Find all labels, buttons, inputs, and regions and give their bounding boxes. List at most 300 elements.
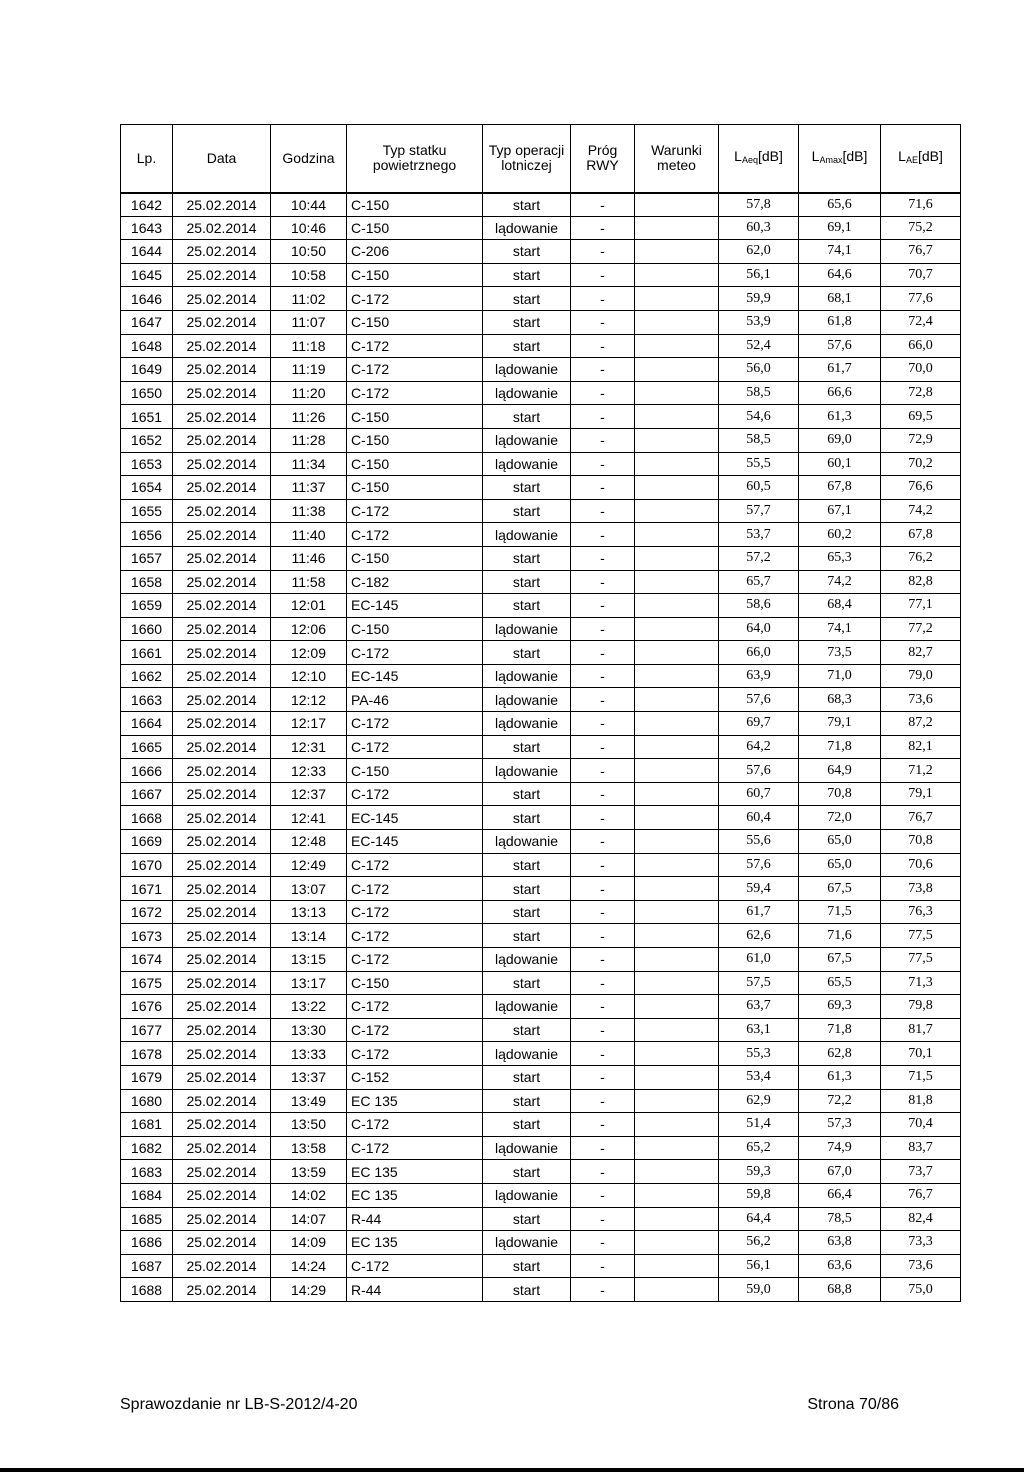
- cell-operation: start: [483, 1089, 571, 1113]
- cell-rwy: -: [571, 1089, 635, 1113]
- cell-operation: start: [483, 594, 571, 618]
- table-row: [121, 1183, 961, 1207]
- table-row: [121, 476, 961, 500]
- cell-meteo: [635, 240, 719, 264]
- cell-lae: 77,5: [881, 948, 961, 972]
- cell-operation: start: [483, 806, 571, 830]
- cell-meteo: [635, 1089, 719, 1113]
- cell-date: 25.02.2014: [173, 358, 271, 382]
- cell-date: 25.02.2014: [173, 1042, 271, 1066]
- cell-rwy: -: [571, 1231, 635, 1255]
- cell-meteo: [635, 806, 719, 830]
- cell-laeq: 60,7: [719, 782, 799, 806]
- cell-rwy: -: [571, 995, 635, 1019]
- cell-laeq: 56,0: [719, 358, 799, 382]
- cell-laeq: 69,7: [719, 712, 799, 736]
- cell-aircraft: EC 135: [347, 1160, 483, 1184]
- cell-operation: start: [483, 1018, 571, 1042]
- table-row: [121, 806, 961, 830]
- cell-operation: lądowanie: [483, 948, 571, 972]
- cell-time: 11:58: [271, 570, 347, 594]
- cell-lae: 76,7: [881, 1183, 961, 1207]
- cell-date: 25.02.2014: [173, 1089, 271, 1113]
- cell-meteo: [635, 1160, 719, 1184]
- cell-aircraft: C-150: [347, 546, 483, 570]
- cell-aircraft: C-172: [347, 1042, 483, 1066]
- cell-rwy: -: [571, 1065, 635, 1089]
- cell-rwy: -: [571, 641, 635, 665]
- cell-rwy: -: [571, 546, 635, 570]
- cell-lamax: 65,5: [799, 971, 881, 995]
- cell-lamax: 71,8: [799, 735, 881, 759]
- cell-lae: 76,7: [881, 240, 961, 264]
- cell-aircraft: EC-145: [347, 594, 483, 618]
- cell-date: 25.02.2014: [173, 971, 271, 995]
- cell-rwy: -: [571, 1160, 635, 1184]
- cell-laeq: 62,9: [719, 1089, 799, 1113]
- cell-lae: 77,6: [881, 287, 961, 311]
- cell-rwy: -: [571, 1278, 635, 1302]
- cell-lp: 1672: [121, 900, 173, 924]
- cell-laeq: 59,9: [719, 287, 799, 311]
- cell-date: 25.02.2014: [173, 1018, 271, 1042]
- cell-lamax: 65,0: [799, 830, 881, 854]
- cell-lp: 1682: [121, 1136, 173, 1160]
- cell-lae: 70,2: [881, 452, 961, 476]
- table-row: [121, 1065, 961, 1089]
- cell-time: 11:20: [271, 381, 347, 405]
- cell-date: 25.02.2014: [173, 900, 271, 924]
- cell-meteo: [635, 570, 719, 594]
- cell-meteo: [635, 193, 719, 217]
- table-row: [121, 1160, 961, 1184]
- cell-date: 25.02.2014: [173, 594, 271, 618]
- cell-time: 10:50: [271, 240, 347, 264]
- cell-meteo: [635, 523, 719, 547]
- cell-lamax: 66,6: [799, 381, 881, 405]
- cell-rwy: -: [571, 782, 635, 806]
- cell-lamax: 71,5: [799, 900, 881, 924]
- cell-date: 25.02.2014: [173, 948, 271, 972]
- cell-date: 25.02.2014: [173, 334, 271, 358]
- cell-lae: 71,2: [881, 759, 961, 783]
- cell-meteo: [635, 617, 719, 641]
- cell-lamax: 67,1: [799, 499, 881, 523]
- cell-meteo: [635, 310, 719, 334]
- cell-date: 25.02.2014: [173, 1183, 271, 1207]
- cell-aircraft: C-172: [347, 287, 483, 311]
- cell-aircraft: C-182: [347, 570, 483, 594]
- table-row: [121, 1254, 961, 1278]
- cell-operation: start: [483, 263, 571, 287]
- cell-date: 25.02.2014: [173, 476, 271, 500]
- cell-aircraft: C-172: [347, 381, 483, 405]
- cell-laeq: 53,4: [719, 1065, 799, 1089]
- cell-lamax: 67,8: [799, 476, 881, 500]
- cell-time: 11:26: [271, 405, 347, 429]
- cell-lamax: 74,9: [799, 1136, 881, 1160]
- cell-rwy: -: [571, 712, 635, 736]
- cell-lamax: 68,4: [799, 594, 881, 618]
- cell-lamax: 60,1: [799, 452, 881, 476]
- cell-laeq: 61,7: [719, 900, 799, 924]
- cell-rwy: -: [571, 1183, 635, 1207]
- cell-date: 25.02.2014: [173, 1254, 271, 1278]
- header-lae-sub: AE: [905, 154, 918, 165]
- cell-meteo: [635, 546, 719, 570]
- header-prog: Próg RWY: [571, 125, 635, 193]
- cell-lae: 66,0: [881, 334, 961, 358]
- cell-rwy: -: [571, 664, 635, 688]
- table-row: [121, 830, 961, 854]
- cell-meteo: [635, 358, 719, 382]
- cell-date: 25.02.2014: [173, 806, 271, 830]
- cell-lamax: 64,6: [799, 263, 881, 287]
- cell-lp: 1669: [121, 830, 173, 854]
- cell-lae: 71,3: [881, 971, 961, 995]
- cell-meteo: [635, 499, 719, 523]
- cell-lamax: 72,0: [799, 806, 881, 830]
- cell-time: 12:09: [271, 641, 347, 665]
- cell-time: 13:13: [271, 900, 347, 924]
- cell-aircraft: C-172: [347, 499, 483, 523]
- cell-meteo: [635, 735, 719, 759]
- cell-date: 25.02.2014: [173, 523, 271, 547]
- cell-aircraft: C-172: [347, 1136, 483, 1160]
- table-row: [121, 1113, 961, 1137]
- cell-time: 10:58: [271, 263, 347, 287]
- cell-aircraft: C-172: [347, 334, 483, 358]
- cell-laeq: 57,6: [719, 853, 799, 877]
- cell-rwy: -: [571, 759, 635, 783]
- cell-lae: 76,7: [881, 806, 961, 830]
- cell-rwy: -: [571, 263, 635, 287]
- cell-lamax: 65,3: [799, 546, 881, 570]
- header-laeq: [719, 125, 799, 193]
- cell-meteo: [635, 428, 719, 452]
- cell-lp: 1652: [121, 428, 173, 452]
- cell-time: 13:07: [271, 877, 347, 901]
- cell-lae: 79,0: [881, 664, 961, 688]
- cell-lp: 1665: [121, 735, 173, 759]
- page-number: Strona 70/86: [807, 1396, 899, 1413]
- cell-laeq: 58,6: [719, 594, 799, 618]
- cell-laeq: 57,2: [719, 546, 799, 570]
- cell-date: 25.02.2014: [173, 193, 271, 217]
- table-row: [121, 853, 961, 877]
- cell-rwy: -: [571, 216, 635, 240]
- table-row: [121, 216, 961, 240]
- cell-time: 11:02: [271, 287, 347, 311]
- cell-lae: 79,1: [881, 782, 961, 806]
- cell-rwy: -: [571, 1042, 635, 1066]
- cell-operation: start: [483, 1160, 571, 1184]
- cell-time: 11:28: [271, 428, 347, 452]
- cell-operation: lądowanie: [483, 358, 571, 382]
- header-warunki: Warunki meteo: [635, 125, 719, 193]
- cell-lamax: 61,3: [799, 405, 881, 429]
- cell-lae: 72,8: [881, 381, 961, 405]
- cell-time: 12:49: [271, 853, 347, 877]
- cell-lae: 73,7: [881, 1160, 961, 1184]
- cell-meteo: [635, 1278, 719, 1302]
- cell-date: 25.02.2014: [173, 452, 271, 476]
- cell-meteo: [635, 641, 719, 665]
- cell-operation: lądowanie: [483, 523, 571, 547]
- cell-aircraft: EC-145: [347, 830, 483, 854]
- cell-date: 25.02.2014: [173, 995, 271, 1019]
- cell-lae: 82,8: [881, 570, 961, 594]
- cell-date: 25.02.2014: [173, 263, 271, 287]
- table-row: [121, 428, 961, 452]
- cell-meteo: [635, 1018, 719, 1042]
- table-row: [121, 594, 961, 618]
- cell-time: 12:12: [271, 688, 347, 712]
- cell-date: 25.02.2014: [173, 287, 271, 311]
- cell-rwy: -: [571, 735, 635, 759]
- table-header-row: [121, 125, 961, 193]
- cell-meteo: [635, 1136, 719, 1160]
- cell-meteo: [635, 405, 719, 429]
- table-row: [121, 1018, 961, 1042]
- header-laeq-unit: [dB]: [757, 147, 783, 164]
- header-lae-base: L: [898, 147, 906, 164]
- cell-operation: start: [483, 1278, 571, 1302]
- cell-lae: 72,9: [881, 428, 961, 452]
- cell-time: 13:58: [271, 1136, 347, 1160]
- cell-lamax: 74,2: [799, 570, 881, 594]
- cell-time: 14:29: [271, 1278, 347, 1302]
- cell-lp: 1649: [121, 358, 173, 382]
- cell-operation: start: [483, 924, 571, 948]
- table-row: [121, 1089, 961, 1113]
- table-body: [121, 193, 961, 1302]
- table-row: [121, 995, 961, 1019]
- cell-time: 12:17: [271, 712, 347, 736]
- cell-lae: 71,6: [881, 193, 961, 217]
- cell-lae: 73,8: [881, 877, 961, 901]
- cell-laeq: 55,6: [719, 830, 799, 854]
- cell-lae: 70,8: [881, 830, 961, 854]
- cell-lamax: 63,8: [799, 1231, 881, 1255]
- cell-date: 25.02.2014: [173, 1065, 271, 1089]
- cell-lamax: 57,6: [799, 334, 881, 358]
- cell-lp: 1656: [121, 523, 173, 547]
- cell-time: 11:34: [271, 452, 347, 476]
- cell-rwy: -: [571, 1113, 635, 1137]
- cell-aircraft: C-172: [347, 782, 483, 806]
- cell-laeq: 53,9: [719, 310, 799, 334]
- cell-aircraft: C-172: [347, 877, 483, 901]
- table-row: [121, 877, 961, 901]
- cell-lae: 81,8: [881, 1089, 961, 1113]
- cell-aircraft: C-150: [347, 452, 483, 476]
- cell-lamax: 61,7: [799, 358, 881, 382]
- cell-time: 12:06: [271, 617, 347, 641]
- cell-meteo: [635, 688, 719, 712]
- cell-operation: lądowanie: [483, 428, 571, 452]
- cell-lamax: 61,3: [799, 1065, 881, 1089]
- cell-aircraft: PA-46: [347, 688, 483, 712]
- header-godzina: Godzina: [271, 125, 347, 193]
- cell-aircraft: C-172: [347, 948, 483, 972]
- cell-aircraft: R-44: [347, 1207, 483, 1231]
- cell-meteo: [635, 1042, 719, 1066]
- cell-time: 12:41: [271, 806, 347, 830]
- cell-date: 25.02.2014: [173, 664, 271, 688]
- table-row: [121, 1136, 961, 1160]
- cell-operation: lądowanie: [483, 1136, 571, 1160]
- cell-date: 25.02.2014: [173, 428, 271, 452]
- cell-lamax: 68,3: [799, 688, 881, 712]
- cell-lp: 1658: [121, 570, 173, 594]
- table-row: [121, 381, 961, 405]
- table-row: [121, 712, 961, 736]
- cell-laeq: 65,7: [719, 570, 799, 594]
- cell-operation: start: [483, 287, 571, 311]
- cell-lae: 82,4: [881, 1207, 961, 1231]
- cell-lamax: 69,0: [799, 428, 881, 452]
- cell-time: 13:59: [271, 1160, 347, 1184]
- cell-aircraft: EC 135: [347, 1231, 483, 1255]
- cell-aircraft: EC-145: [347, 806, 483, 830]
- cell-lamax: 74,1: [799, 617, 881, 641]
- cell-operation: lądowanie: [483, 830, 571, 854]
- cell-lp: 1650: [121, 381, 173, 405]
- cell-time: 13:15: [271, 948, 347, 972]
- cell-laeq: 53,7: [719, 523, 799, 547]
- cell-laeq: 63,7: [719, 995, 799, 1019]
- cell-date: 25.02.2014: [173, 1231, 271, 1255]
- cell-laeq: 66,0: [719, 641, 799, 665]
- cell-time: 11:07: [271, 310, 347, 334]
- table-row: [121, 617, 961, 641]
- cell-laeq: 56,1: [719, 1254, 799, 1278]
- cell-laeq: 59,4: [719, 877, 799, 901]
- table-row: [121, 499, 961, 523]
- cell-lp: 1680: [121, 1089, 173, 1113]
- cell-lae: 73,3: [881, 1231, 961, 1255]
- cell-meteo: [635, 1113, 719, 1137]
- cell-laeq: 57,6: [719, 688, 799, 712]
- cell-time: 14:07: [271, 1207, 347, 1231]
- cell-operation: start: [483, 546, 571, 570]
- cell-lp: 1673: [121, 924, 173, 948]
- cell-lae: 82,7: [881, 641, 961, 665]
- cell-meteo: [635, 830, 719, 854]
- cell-lp: 1646: [121, 287, 173, 311]
- cell-lp: 1671: [121, 877, 173, 901]
- cell-lamax: 71,6: [799, 924, 881, 948]
- cell-time: 14:02: [271, 1183, 347, 1207]
- cell-rwy: -: [571, 193, 635, 217]
- table-row: [121, 405, 961, 429]
- cell-time: 10:46: [271, 216, 347, 240]
- cell-lae: 71,5: [881, 1065, 961, 1089]
- cell-laeq: 62,0: [719, 240, 799, 264]
- cell-meteo: [635, 782, 719, 806]
- cell-lamax: 60,2: [799, 523, 881, 547]
- cell-operation: start: [483, 853, 571, 877]
- cell-operation: start: [483, 877, 571, 901]
- header-laeq-base: L: [734, 147, 742, 164]
- table-row: [121, 759, 961, 783]
- cell-operation: lądowanie: [483, 688, 571, 712]
- cell-date: 25.02.2014: [173, 310, 271, 334]
- cell-laeq: 64,4: [719, 1207, 799, 1231]
- cell-rwy: -: [571, 287, 635, 311]
- cell-date: 25.02.2014: [173, 570, 271, 594]
- cell-lamax: 62,8: [799, 1042, 881, 1066]
- cell-lp: 1662: [121, 664, 173, 688]
- cell-lamax: 68,1: [799, 287, 881, 311]
- report-number: Sprawozdanie nr LB-S-2012/4-20: [120, 1396, 358, 1413]
- cell-date: 25.02.2014: [173, 830, 271, 854]
- cell-time: 14:24: [271, 1254, 347, 1278]
- table-row: [121, 1207, 961, 1231]
- cell-date: 25.02.2014: [173, 405, 271, 429]
- cell-aircraft: EC 135: [347, 1089, 483, 1113]
- cell-rwy: -: [571, 1254, 635, 1278]
- cell-laeq: 63,1: [719, 1018, 799, 1042]
- table-row: [121, 782, 961, 806]
- cell-lae: 83,7: [881, 1136, 961, 1160]
- cell-lae: 74,2: [881, 499, 961, 523]
- cell-laeq: 57,5: [719, 971, 799, 995]
- cell-laeq: 61,0: [719, 948, 799, 972]
- cell-date: 25.02.2014: [173, 735, 271, 759]
- cell-operation: lądowanie: [483, 759, 571, 783]
- cell-meteo: [635, 216, 719, 240]
- cell-aircraft: C-172: [347, 1254, 483, 1278]
- cell-rwy: -: [571, 806, 635, 830]
- cell-laeq: 64,2: [719, 735, 799, 759]
- cell-lp: 1676: [121, 995, 173, 1019]
- cell-rwy: -: [571, 688, 635, 712]
- cell-rwy: -: [571, 452, 635, 476]
- cell-lp: 1655: [121, 499, 173, 523]
- cell-lp: 1663: [121, 688, 173, 712]
- cell-rwy: -: [571, 570, 635, 594]
- cell-lae: 77,5: [881, 924, 961, 948]
- cell-date: 25.02.2014: [173, 1278, 271, 1302]
- cell-time: 12:01: [271, 594, 347, 618]
- cell-aircraft: C-172: [347, 853, 483, 877]
- table-row: [121, 570, 961, 594]
- cell-lamax: 71,8: [799, 1018, 881, 1042]
- bottom-rule: [0, 1468, 1024, 1472]
- cell-rwy: -: [571, 830, 635, 854]
- cell-meteo: [635, 334, 719, 358]
- cell-lae: 73,6: [881, 1254, 961, 1278]
- cell-aircraft: C-172: [347, 900, 483, 924]
- cell-lp: 1688: [121, 1278, 173, 1302]
- cell-lp: 1645: [121, 263, 173, 287]
- cell-date: 25.02.2014: [173, 546, 271, 570]
- cell-meteo: [635, 287, 719, 311]
- table-row: [121, 1278, 961, 1302]
- cell-rwy: -: [571, 381, 635, 405]
- table-row: [121, 735, 961, 759]
- cell-lae: 75,0: [881, 1278, 961, 1302]
- cell-lamax: 67,5: [799, 877, 881, 901]
- cell-date: 25.02.2014: [173, 617, 271, 641]
- cell-date: 25.02.2014: [173, 216, 271, 240]
- cell-lamax: 70,8: [799, 782, 881, 806]
- cell-lae: 77,2: [881, 617, 961, 641]
- header-lae-unit: [dB]: [917, 147, 943, 164]
- cell-time: 12:31: [271, 735, 347, 759]
